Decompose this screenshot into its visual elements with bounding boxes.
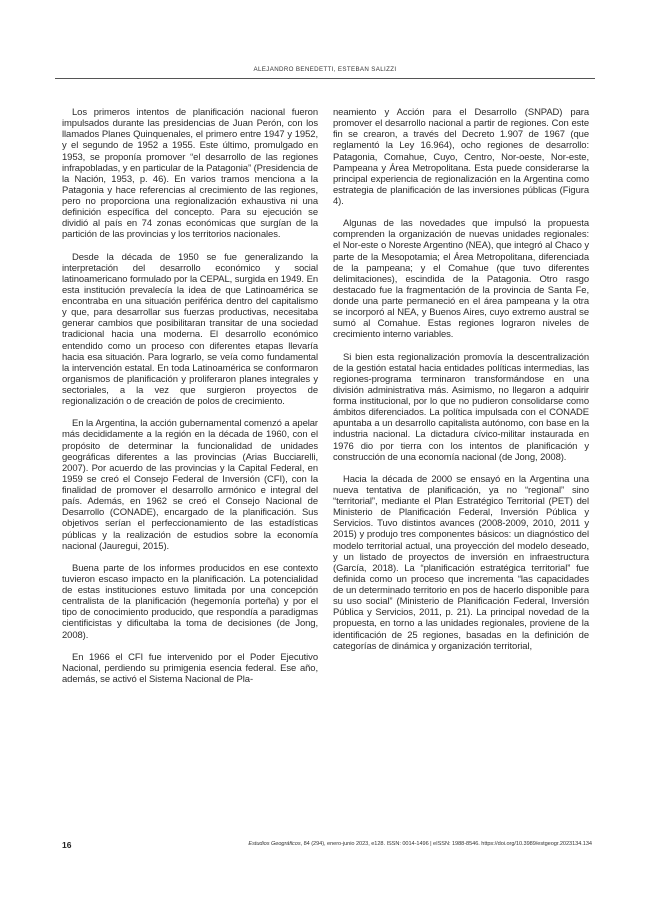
paragraph: En 1966 el CFI fue intervenido por el Poder Ejecutivo Nacional, perdiendo su primigenia esencia federal. Ese año, además, se activó el Sistema Nacional de Pla- — [62, 651, 318, 685]
running-title: ALEJANDRO BENEDETTI, ESTEBAN SALIZZI — [253, 66, 397, 73]
citation-details: , 84 (294), enero-junio 2023, e128. ISSN: 0014-1496 | eISSN: 1988-8546. https://doi.org/10.3989/estgeogr.2023134.134 — [300, 841, 592, 847]
left-column — [62, 107, 318, 696]
paragraph: Algunas de las novedades que impulsó la propuesta comprenden la organización de nuevas unidades regionales: el Nor-este o Noreste Argentino (NEA), que integró al Chaco y parte de la Mesopotamia; el Área Metropolitana, diferenciada de la pampeana; y el Comahue (que tuvo diferentes delimitaciones), escindida de la Patagonia. Otro rasgo destacado fue la fragmentación de la provincia de Santa Fe, donde una parte permaneció en el área pampeana y la otra se incorporó al NEA, y Buenos Aires, cuyo extremo austral se sumó al Comahue. Estas regiones lograron niveles de crecimiento interno variables. — [333, 218, 589, 341]
paragraph: Desde la década de 1950 se fue generalizando la interpretación del desarrollo económico y social latinoamericano formulado por la CEPAL, surgida en 1949. En esta institución prevalecía la idea de que Latinoamérica se encontraba en una situación periférica dentro del capitalismo y que, para desarrollar sus fuerzas productivas, necesitaba generar cambios que posibilitaran transitar de una sociedad tradicional hacia una moderna. El desarrollo económico entendido como un proceso con diferentes etapas llevaría hacia esa situación. Para lograrlo, se veía como fundamental la intervención estatal. En toda Latinoamérica se conformaron organismos de planificación y proliferaron planes integrales y sectoriales, a la vez que surgieron proyectos de regionalización o de creación de polos de crecimiento. — [62, 251, 318, 408]
paragraph: Si bien esta regionalización promovía la descentralización de la gestión estatal hacia entidades políticas intermedias, las regiones-programa terminaron transformándose en una división administrativa más. Asimismo, no llegaron a adquirir forma institucional, por lo que no pudieron consolidarse como ámbitos diferenciados. La política impulsada con el CONADE apuntaba a un desarrollo capitalista autónomo, con base en la industria nacional. La dictadura cívico-militar instaurada en 1976 dio por tierra con los intentos de planificación y construcción de una economía nacional (de Jong, 2008). — [333, 351, 589, 463]
paragraph: Los primeros intentos de planificación nacional fueron impulsados durante las presidencias de Juan Perón, con los llamados Planes Quinquenales, el primero entre 1947 y 1952, y el segundo de 1952 a 1955. Este último, promulgado en 1953, se proponía promover “el desarrollo de las regiones infrapobladas, y en particular de la Patagonia” (Presidencia de la Nación, 1953, p. 46). En varios tramos menciona a la Patagonia y hace referencias al crecimiento de las regiones, pero no proporciona una regionalización exhaustiva ni una definición específica del concepto. Para su ejecución se dividió al país en 74 zonas económicas que surgían de la partición de las provincias y los territorios nacionales. — [62, 107, 318, 241]
citation — [248, 841, 592, 847]
header-rule — [55, 78, 595, 79]
paragraph-continuation: neamiento y Acción para el Desarrollo (SNPAD) para promover el desarrollo nacional a partir de regiones. Con este fin se crearon, a través del Decreto 1.907 de 1967 (que reglamentó la Ley 16.964), ocho regiones de desarrollo: Patagonia, Comahue, Cuyo, Centro, Nor-oeste, Nor-este, Pampeana y Área Metropolitana. Esta puede considerarse la principal experiencia de regionalización en la Argentina como estrategia de planificación de las inversiones públicas (Figura 4). — [333, 107, 589, 207]
page-footer — [62, 840, 592, 852]
paragraph: En la Argentina, la acción gubernamental comenzó a apelar más decididamente a la región en la década de 1960, con el propósito de determinar la funcionalidad de unidades geográficas diferentes a las provincias (Arias Bucciarelli, 2007). Por acuerdo de las provincias y la Capital Federal, en 1959 se creó el Consejo Federal de Inversión (CFI), con la finalidad de promover el desarrollo armónico e integral del país. Además, en 1962 se creó el Consejo Nacional de Desarrollo (CONADE), encargado de la planificación. Sus objetivos serían el perfeccionamiento de las estadísticas públicas y la realización de estudios sobre la economía nacional (Jauregui, 2015). — [62, 418, 318, 552]
right-column — [333, 107, 589, 663]
paragraph: Buena parte de los informes producidos en ese contexto tuvieron escaso impacto en la planificación. La potencialidad de estas instituciones estuvo limitada por una concepción centralista de la planificación (hegemonía porteña) y por el tipo de conocimiento producido, que respondía a paradigmas cientificistas y dificultaba la toma de decisiones (de Jong, 2008). — [62, 562, 318, 641]
journal-name: Estudios Geográficos — [248, 841, 301, 847]
page-number: 16 — [62, 840, 72, 850]
running-header — [0, 66, 650, 73]
paragraph: Hacia la década de 2000 se ensayó en la Argentina una nueva tentativa de planificación, ya no “regional” sino “territorial”, mediante el Plan Estratégico Territorial (PET) del Ministerio de Planificación Federal, Inversión Pública y Servicios. Tuvo distintos avances (2008-2009, 2010, 2011 y 2015) y produjo tres componentes básicos: un diagnóstico del modelo territorial actual, una proyección del modelo deseado, y un listado de proyectos de inversión en infraestructura (García, 2018). La “planificación estratégica territorial” fue definida como un proceso que incrementa “las capacidades de un determinado territorio en pos de hacerlo disponible para su uso social” (Ministerio de Planificación Federal, Inversión Pública y Servicios, 2011, p. 21). La principal novedad de la propuesta, en torno a las unidades regionales, proviene de la identificación de 25 regiones, basadas en la definición de categorías de dinámica y organización territorial, — [333, 473, 589, 652]
